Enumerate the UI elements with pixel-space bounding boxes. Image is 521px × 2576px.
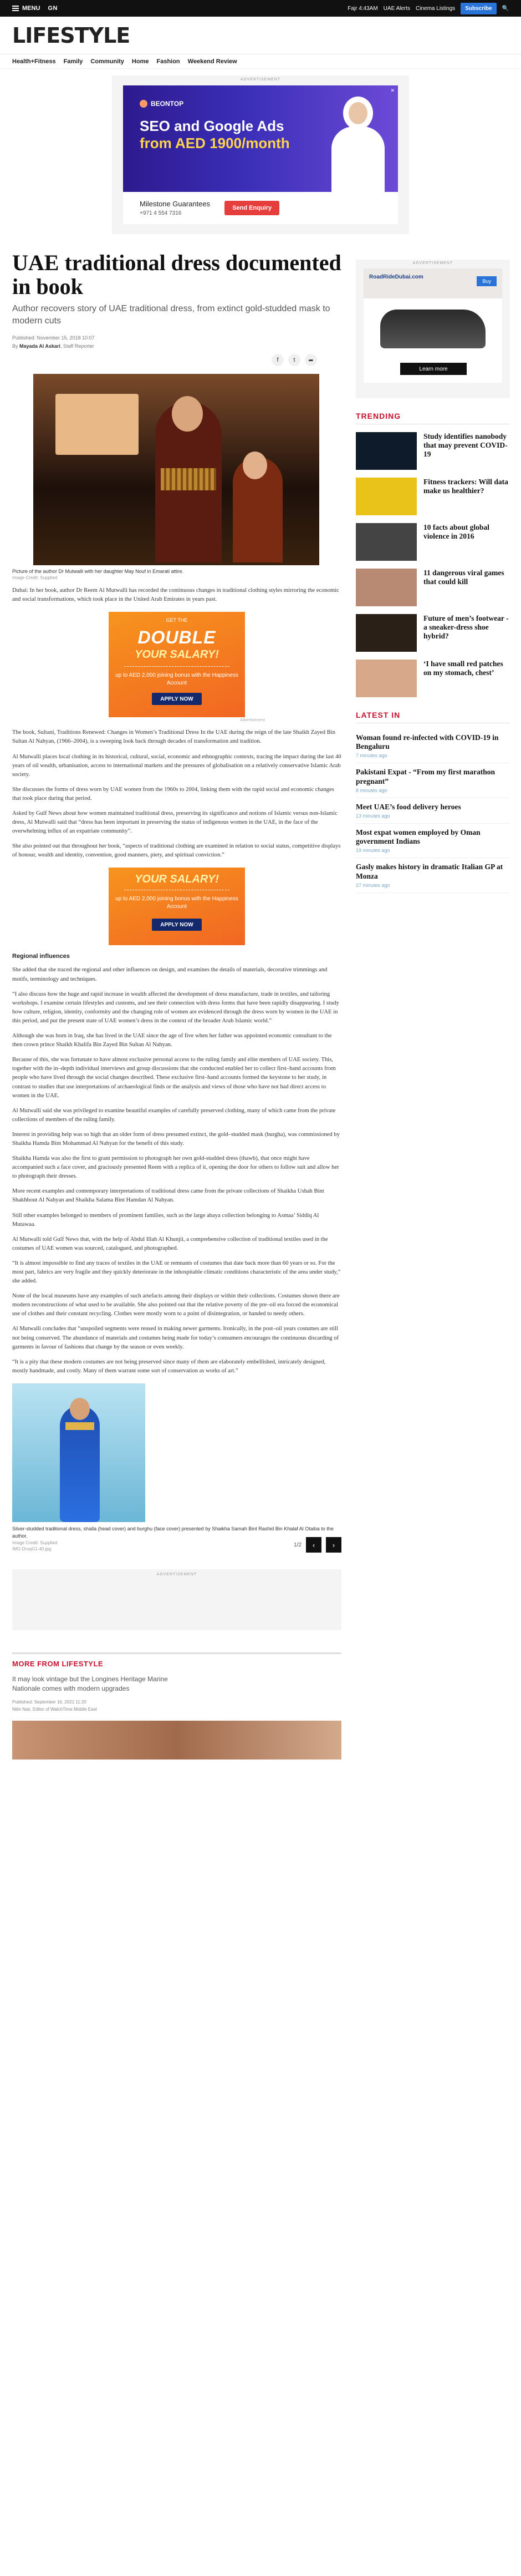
share-icon[interactable]: ➦ (305, 354, 317, 366)
twitter-share-icon[interactable]: t (288, 354, 300, 366)
trending-item[interactable] (356, 523, 510, 561)
close-ad-icon[interactable]: ✕ (390, 88, 395, 93)
paragraph: She also pointed out that throughout her book, “aspects of traditional clothing are examined in relation to social status, competitive displays of honour, wealth and identity, convention, good manners, piety, and spiritual conviction.” (12, 843, 341, 859)
ad-phone[interactable]: +971 4 554 7316 (140, 210, 182, 216)
latest-title[interactable]: Most expat women employed by Oman government Indians (356, 828, 481, 846)
more-from-section (12, 1652, 341, 1759)
trending-title[interactable]: Study identifies nanobody that may prevent COVID-19 (423, 432, 508, 459)
paragraph: She discusses the forms of dress worn by UAE women from the 1960s to 2004, linking them with the rapid social and economic changes that took place during that period. (12, 786, 334, 802)
car-image (380, 310, 486, 348)
paragraph: Al Mutwalli concludes that “unspoiled segments were reused in making newer garments. Ironically, in the post–oil years costumes are still not being conserved. The abundance of materials and costumes being made for today’s consumers encourages the continuous discarding of garments in favour of fashions that change by the season or even weekly. (12, 1326, 339, 1350)
section-nav (0, 54, 521, 69)
ad-buy-button[interactable]: Buy (477, 276, 497, 286)
facebook-share-icon[interactable]: f (272, 354, 284, 366)
latest-title[interactable]: Meet UAE’s food delivery heroes (356, 802, 461, 811)
bottom-advertisement[interactable]: ADVERTISEMENT (12, 1569, 341, 1630)
gallery-pager (12, 1537, 341, 1553)
subscribe-button[interactable]: Subscribe (461, 3, 496, 14)
more-headline-link[interactable]: It may look vintage but the Longines Heritage Marine Nationale comes with modern upgrades (12, 1675, 168, 1692)
trending-thumbnail[interactable] (356, 614, 417, 652)
next-arrow-icon[interactable]: › (326, 1537, 341, 1553)
trending-title[interactable]: ‘I have small red patches on my stomach, chest’ (423, 660, 503, 677)
nav-community[interactable]: Community (90, 58, 124, 65)
cinema-listings-link[interactable]: Cinema Listings (416, 5, 456, 12)
article-title: UAE traditional dress documented in book (12, 250, 341, 300)
article-meta: Published: November 15, 2018 10:07 By Mayada Al Askari, Staff Reporter (12, 334, 341, 351)
nav-fashion[interactable]: Fashion (156, 58, 180, 65)
more-image[interactable] (12, 1721, 341, 1759)
paragraph: Although she was born in Iraq, she has lived in the UAE since the age of five when her father was appointed economic consultant to the then crown prince Shaikh Khalifa Bin Zayed Bin Sultan Al Nahyan. (12, 1033, 332, 1048)
trending-item[interactable] (356, 569, 510, 606)
ad-guarantee: Milestone Guarantees (140, 200, 211, 208)
trending-list (356, 432, 510, 697)
prayer-time-link[interactable]: Fajr 4:43AM (348, 5, 378, 12)
sidebar-advertisement[interactable]: ADVERTISEMENT RoadRideDubai.com Buy Learn more (356, 260, 510, 398)
latest-title[interactable]: Gasly makes history in dramatic Italian GP at Monza (356, 863, 503, 880)
more-meta: Published: September 16, 2021 11:20 Nitin Nair, Editor of WatchTime Middle East (12, 1699, 97, 1712)
trending-item[interactable] (356, 614, 510, 652)
search-icon[interactable]: 🔍 (502, 5, 509, 12)
apply-now-button[interactable]: APPLY NOW (152, 693, 202, 705)
trending-thumbnail[interactable] (356, 478, 417, 515)
ad-brand: BEONTOP (140, 100, 183, 108)
ad-brand-name: RoadRideDubai.com (369, 274, 423, 280)
latest-item[interactable] (356, 763, 510, 798)
article-body (12, 586, 341, 1376)
paragraph: Because of this, she was fortunate to have almost exclusive personal access to the ruling family and elite members of UAE society. This, together with the in–depth individual interviews and group discussions that she conducted enabled her to collect first–hand accounts from people who have lived through the social changes described. These exclusive first–hand accounts formed the keystone to her study, in contrast to studies that use interpretations of archaeological finds or the analysis and views of those who have not had direct access to women in the UAE. (12, 1057, 336, 1099)
masthead (0, 17, 521, 54)
paragraph: Al Mutwalli places local clothing in its historical, cultural, social, economic and ethnographic contexts, tracing the impact during the last 40 years of oil wealth, urbanisation, access to international markets and the pressures of globalisation on a relatively conservative Islamic Arab society. (12, 753, 341, 778)
image-2-credit: Image Credit: Supplied (12, 1540, 58, 1546)
trending-thumbnail[interactable] (356, 523, 417, 561)
latest-item[interactable] (356, 858, 510, 893)
trending-item[interactable] (356, 660, 510, 697)
ad-model-image (331, 97, 385, 207)
menu-label: MENU (22, 5, 40, 12)
paragraph: Al Mutwalli told Gulf News that, with the help of Abdul Illah Al Khunjii, a comprehensive collection of traditional textiles used in the costumes of UAE women was sourced, catalogued, and photographed. (12, 1236, 328, 1251)
trending-title[interactable]: 10 facts about global violence in 2016 (423, 523, 489, 541)
latest-time: 7 minutes ago (356, 753, 387, 759)
nav-weekend-review[interactable]: Weekend Review (187, 58, 237, 65)
learn-more-button[interactable]: Learn more (400, 363, 467, 375)
brand-logo[interactable]: GN (48, 5, 58, 12)
subheading: Regional influences (12, 953, 70, 960)
author-link[interactable]: Mayada Al Askari (19, 343, 60, 349)
latest-time: 19 minutes ago (356, 848, 390, 854)
paragraph: More recent examples and contemporary interpretations of traditional dress came from the private collections of Shaikha Ushah Bint Shakhbout Al Nahyan and Shaikha Salama Bint Hamdan Al Nahyan. (12, 1188, 324, 1204)
ad-headline: SEO and Google Ads from AED 1900/month (140, 118, 290, 151)
nav-family[interactable]: Family (63, 58, 83, 65)
brand-logo-icon (140, 100, 147, 108)
hero-caption: Picture of the author Dr Mutwalli with her daughter May Nouf in Emarati attire. (12, 569, 184, 575)
hamburger-icon (12, 4, 19, 12)
latest-time: 8 minutes ago (356, 787, 387, 793)
trending-title[interactable]: 11 dangerous viral games that could kill (423, 569, 504, 586)
trending-item[interactable] (356, 432, 510, 470)
apply-now-button[interactable]: APPLY NOW (152, 919, 202, 931)
sidebar (356, 251, 510, 1759)
trending-thumbnail[interactable] (356, 660, 417, 697)
uae-alerts-link[interactable]: UAE Alerts (383, 5, 411, 12)
inline-advertisement-2[interactable]: YOUR SALARY! up to AED 2,000 joining bonus with the Happiness Account APPLY NOW (109, 868, 245, 945)
prev-arrow-icon[interactable]: ‹ (306, 1537, 321, 1553)
trending-thumbnail[interactable] (356, 432, 417, 470)
latest-time: 27 minutes ago (356, 882, 390, 888)
paragraph: “It is a pity that these modern costumes are not being preserved since many of them are elaborately embellished, intricately designed, mostly handmade, and costly. Many of them warrant some sort of conservation as works of art.” (12, 1358, 326, 1374)
latest-item[interactable] (356, 729, 510, 763)
article-image-2 (12, 1383, 145, 1522)
latest-list (356, 729, 510, 893)
ad-label: ADVERTISEMENT (240, 78, 281, 82)
nav-home[interactable]: Home (131, 58, 149, 65)
latest-title[interactable]: Pakistani Expat - “From my first marathon pregnant” (356, 768, 495, 785)
latest-item[interactable] (356, 798, 510, 824)
paragraph: Shaikha Hamda was also the first to grant permission to photograph her own gold-studded dress (thawb), that once might have accompanied such a face cover, and graciously presented Reem with a replica of it, opening the door for others to follow suit and allow her to photograph their dresses. (12, 1155, 339, 1180)
inline-advertisement[interactable]: GET THE DOUBLE YOUR SALARY! up to AED 2,000 joining bonus with the Happiness Account APPLY NOW (109, 612, 245, 717)
paragraph: She added that she traced the regional and other influences on design, and examines the details of materials, decorative trimmings and motifs, terminology and techniques. (12, 967, 328, 982)
paragraph: Asked by Gulf News about how women maintained traditional dress, preserving its significance and notions of Islamic versus non-Islamic dress, Al Mutwalli said that “dress has been important in preserving the status of indigenous women in the UAE, in the face of the overwhelming influx of an expatriate community”. (12, 810, 338, 835)
latest-heading: LATEST IN (356, 711, 510, 723)
paragraph: Interest in providing help was so high that an older form of dress presumed extinct, the gold–studded mask (burgha), was commissioned by Shaikha Hamda Bint Mohammad Al Nahyan for the benefit of this study. (12, 1131, 340, 1147)
paragraph: Dubai: In her book, author Dr Reem Al Mutwalli has recorded the continuous changes in traditional clothing styles mirroring the economic and social transformations, which took place in the United Arab Emirates in years past. (12, 587, 339, 603)
paragraph: Al Mutwalli said she was privileged to examine beautiful examples of carefully preserved clothing, many of which came from the private collections of members of the ruling family. (12, 1107, 336, 1123)
latest-title[interactable]: Woman found re-infected with COVID-19 in Bengaluru (356, 733, 499, 751)
image-2-caption: Silver-studded traditional dress, shalla (head cover) and burghu (face cover) presented by Shaikha Samah Bint Rashid Bin Khalaf Al Otaiba to the author. (12, 1525, 334, 1539)
section-title[interactable]: LIFESTYLE (12, 23, 130, 48)
trending-item[interactable] (356, 478, 510, 515)
more-heading: MORE FROM LIFESTYLE (12, 1660, 104, 1669)
hero-image (33, 374, 319, 565)
paragraph: “I also discuss how the huge and rapid increase in wealth affected the development of dress manufacture, trade in textiles, and tailoring workshops. I examine certain lifestyles and customs, and see their connection with dress forms that have been rapidly disappearing. I study how culture, religion, identity, conformity and the changing role of women are evidenced through the dress worn by women in the UAE in this period, and put the present state of UAE women’s dress in the context of the broader Arab Islamic world.” (12, 991, 339, 1024)
paragraph: The book, Sultani, Traditions Renewed: Changes in Women’s Traditional Dress In the UAE during the reign of the late Shaikh Zayed Bin Sultan Al Nahyan, (1966–2004), is a sweeping look back through decades of transformation and tradition. (12, 729, 336, 745)
article-dek: Author recovers story of UAE traditional dress, from extinct gold-studded mask to modern cuts (12, 304, 330, 326)
top-bar (0, 0, 521, 17)
trending-title[interactable]: Fitness trackers: Will data make us healthier? (423, 478, 508, 495)
latest-time: 13 minutes ago (356, 813, 390, 819)
publish-date: Published: November 15, 2018 10:07 (12, 334, 95, 341)
image-2-link[interactable]: IMG-DruqG1-40.jpg (12, 1546, 52, 1552)
nav-health-fitness[interactable]: Health+Fitness (12, 58, 56, 65)
trending-thumbnail[interactable] (356, 569, 417, 606)
paragraph: “It is almost impossible to find any traces of textiles in the UAE or remnants of costumes that date back more than 60 years or so. For the most part, fabrics are very fragile and they quickly deteriorate in the inhospitable climatic conditions characteristic of the area under study,” she added. (12, 1260, 341, 1285)
ad-mark: Advertisement (240, 718, 265, 723)
trending-title[interactable]: Future of men’s footwear - a sneaker-dress shoe hybrid? (423, 614, 509, 641)
menu-button[interactable] (12, 4, 40, 12)
paragraph: Still other examples belonged to members of prominent families, such as the large abaya collection belonging to Asmaa’ Siddiq Al Mutawaa. (12, 1212, 319, 1228)
paragraph: None of the local museums have any examples of such artefacts among their displays or within their collections. Costumes shown there are modern reconstructions of what used to be available. She also pointed out that the relative poverty of the pre–oil era forced the economical use of clothes and their constant recycling. Clothes were mostly worn to a point of disintegration, or handed to needy others. (12, 1293, 340, 1317)
article (12, 251, 341, 1759)
top-advertisement[interactable] (112, 75, 409, 234)
pager-count: 1/2 (294, 1541, 302, 1548)
latest-item[interactable] (356, 824, 510, 858)
ad-enquiry-button[interactable]: Send Enquiry (224, 201, 279, 215)
trending-heading: TRENDING (356, 412, 510, 424)
hero-credit: Image Credit: Supplied (12, 575, 58, 581)
share-bar (12, 354, 341, 366)
